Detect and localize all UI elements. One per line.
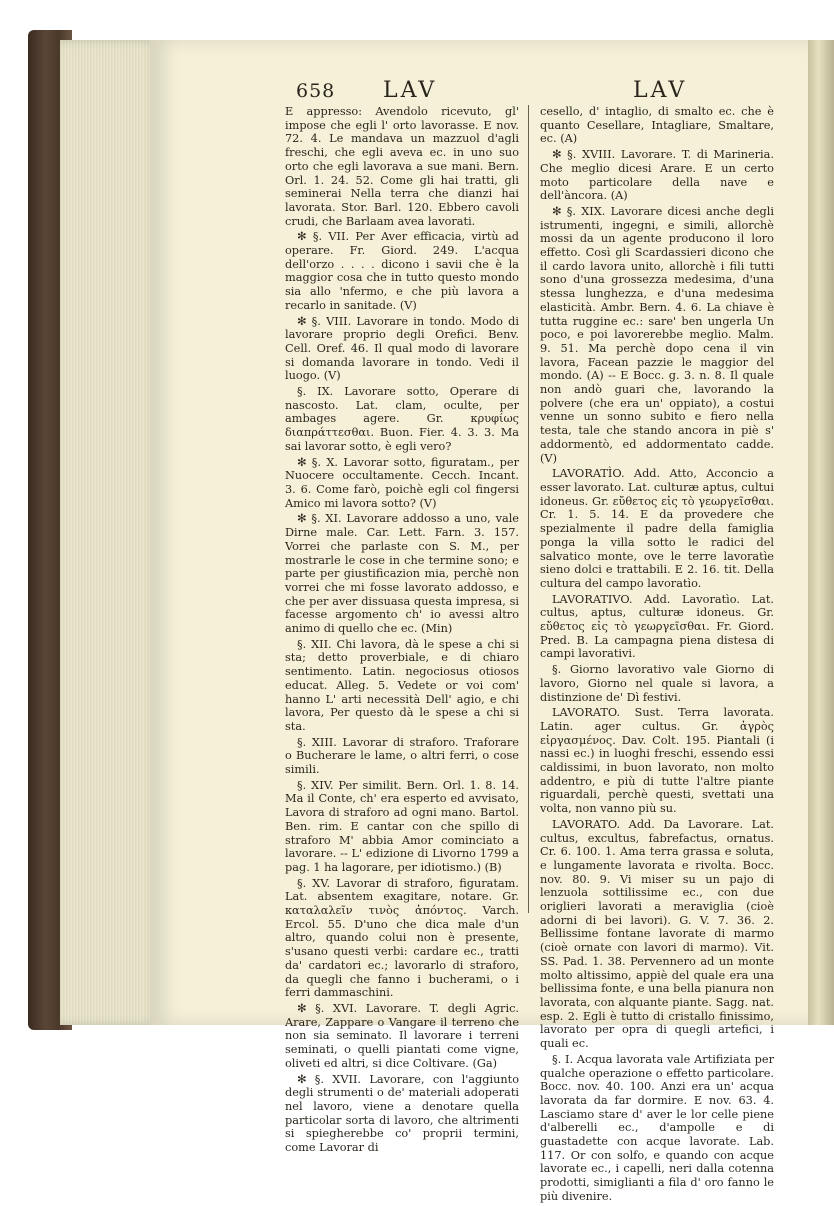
paragraph: §. XV. Lavorar di straforo, figuratam. Lat. absentem exagitare, notare. Gr. καταλαλεῖν τινὸς ἀπόντος. Varch. Ercol. 55. D'uno che dica male d'un altro, quando colui non è presente, s'usano questi verbi: cardare ec., tratti da' cardatori ec.; lavorarlo di straforo, da quegli che fanno i bucherami, o i ferri dammaschini. <box>285 876 519 1000</box>
paragraph: ✻ §. XVII. Lavorare, con l'aggiunto degli strumenti o de' materiali adoperati nel lavoro, viene a denotare quella particolar sorta di lavoro, che altrimenti si spiegherebbe co' proprii termini, come Lavorar di <box>285 1072 519 1155</box>
paragraph: ✻ §. X. Lavorar sotto, figuratam., per Nuocere occultamente. Cecch. Incant. 3. 6. Come farò, poichè egli col fingersi Amico mi lavora sotto? (V) <box>285 455 519 510</box>
paragraph: ✻ §. VIII. Lavorare in tondo. Modo di lavorare proprio degli Orefici. Benv. Cell. Oref. 46. Il qual modo di lavorare si domanda lavorare in tondo. Vedi il luogo. (V) <box>285 314 519 383</box>
paragraph: LAVORATÌO. Add. Atto, Acconcio a esser lavorato. Lat. culturæ aptus, cultui idoneus. Gr. εὔθετος εἰς τὸ γεωργεῖσθαι. Cr. 1. 5. 14. E da provedere che spezialmente il padre della famiglia ponga la villa sotto le radici del salvatico monte, ove le terre lavoratìe sieno dolci e trattabili. E 2. 16. tit. Della cultura del campo lavoratìo. <box>540 467 774 590</box>
paragraph: §. XIV. Per similit. Bern. Orl. 1. 8. 14. Ma il Conte, ch' era esperto ed avvisato, Lavora di straforo ad ogni mano. Bartol. Ben. rim. E cantar con che spillo di straforo M' abbia Amor cominciato a lavorare. -- L' edizione di Livorno 1799 a pag. 1 ha lagorare, per idiotismo.) (B) <box>285 778 519 874</box>
paragraph: §. XIII. Lavorar di straforo. Traforare o Bucherare le lame, o altri ferri, o cose simili. <box>285 735 519 777</box>
header-right: LAV <box>633 78 688 103</box>
paragraph: LAVORATIVO. Add. Lavoratìo. Lat. cultus, aptus, culturæ idoneus. Gr. εὔθετος εἰς τὸ γεωργεῖσθαι. Fr. Giord. Pred. B. La campagna piena distesa di campi lavorativi. <box>540 592 774 661</box>
right-column <box>540 105 774 1206</box>
page-edges <box>60 40 160 1025</box>
paragraph: ✻ §. VII. Per Aver efficacia, virtù ad operare. Fr. Giord. 249. L'acqua dell'orzo . . . . dicono i savii che è la maggior cosa che in tutto questo mondo sia allo 'nfermo, e che più lavora a recarlo in sanitade. (V) <box>285 230 519 312</box>
page-number: 658 <box>296 80 336 102</box>
paragraph: cesello, d' intaglio, di smalto ec. che è quanto Cesellare, Intagliare, Smaltare, ec. (A) <box>540 105 774 146</box>
header-left: LAV <box>383 78 438 103</box>
paragraph: ✻ §. XVIII. Lavorare. T. di Marineria. Che meglio dicesi Arare. E un certo moto particolare della nave e dell'àncora. (A) <box>540 148 774 203</box>
paragraph: §. Giorno lavorativo vale Giorno di lavoro, Giorno nel quale si lavora, a distinzione de' Dì festivi. <box>540 663 774 704</box>
paragraph: LAVORATO. Add. Da Lavorare. Lat. cultus, excultus, fabrefactus, ornatus. Cr. 6. 100. 1. Ama terra grassa e soluta, e lungamente lavorata e rivolta. Bocc. nov. 80. 9. Vi miser su un pajo di lenzuola sottilissime ec., con due origlieri lavorati a meraviglia (cioè adorni di bei lavori). G. V. 7. 36. 2. Bellissime fontane lavorate di marmo (cioè ornate con lavori di marmo). Vit. SS. Pad. 1. 38. Pervennero ad un monte molto altissimo, appiè del quale era una bellissima fonte, e una bella pianura non lavorata, con alquante piante. Sagg. nat. esp. 2. Egli è tutto di cristallo finissimo, lavorato per opra di quegli artefici, i quali ec. <box>540 817 774 1051</box>
paragraph: §. I. Acqua lavorata vale Artifiziata per qualche operazione o effetto particolare. Bocc. nov. 40. 100. Anzi era un' acqua lavorata da far dormire. E nov. 63. 4. Lasciamo stare d' aver le lor celle piene d'alberelli ec., d'ampolle e di guastadette con acque lavorate. Lab. 117. Or con solfo, e quando con acque lavorate ec., i capelli, neri dalla cotenna prodotti, simiglianti a fila d' oro fanno le più divenire. <box>540 1052 774 1203</box>
paragraph: §. IX. Lavorare sotto, Operare di nascosto. Lat. clam, oculte, per ambages agere. Gr. κρυφίως διαπράττεσθαι. Buon. Fier. 4. 3. 3. Ma sai lavorar sotto, è egli vero? <box>285 385 519 453</box>
paragraph: E appresso: Avendolo ricevuto, gl' impose che egli l' orto lavorasse. E nov. 72. 4. Le mandava un mazzuol d'agli freschi, che egli aveva ec. in uno suo orto che egli lavorava a sue mani. Bern. Orl. 1. 24. 52. Come gli hai tratti, gli seminerai Nella terra che dianzi hai lavorata. Stor. Barl. 120. Ebbero cavoli crudi, che Barlaam avea lavorati. <box>285 105 519 228</box>
left-column <box>285 105 519 1157</box>
paragraph: ✻ §. XVI. Lavorare. T. degli Agric. Arare, Zappare o Vangare il terreno che non sia seminato. Il lavorare i terreni seminati, o quelli piantati come vigne, oliveti ed altri, si dice Coltivare. (Ga) <box>285 1002 519 1070</box>
facing-page-edge <box>808 40 834 1025</box>
paragraph: ✻ §. XIX. Lavorare dicesi anche degli istrumenti, ingegni, e simili, allorchè mossi da un agente producono il loro effetto. Così gli Scardassieri dicono che il cardo lavora unito, allorchè i fili tutti sono d'una grossezza medesima, d'una stessa lunghezza, e d'una medesima elasticità. Ambr. Bern. 4. 6. La chiave è tutta ruggine ec.: sare' ben ungerla Un poco, e poi lavorerebbe meglio. Malm. 9. 51. Ma perchè dopo cena il vin lavora, Facean pazzie le maggior del mondo. (A) -- E Bocc. g. 3. n. 8. Il quale non andò guari che, lavorando la polvere (che era un' oppiato), a costui venne un sonno subito e fiero nella testa, tale che stando ancora in piè s' addormentò, ed addormentato cadde. (V) <box>540 204 774 465</box>
paragraph: ✻ §. XI. Lavorare addosso a uno, vale Dirne male. Car. Lett. Farn. 3. 157. Vorrei che parlaste con S. M., per mostrarle le cose in che termine sono; e parte per giustificazion mia, perchè non vorrei che mi fosse lavorato addosso, e che per aver dissuasa questa impresa, si facesse argomento ch' io avessi altro animo di quello che ec. (Min) <box>285 512 519 636</box>
paragraph: §. XII. Chi lavora, dà le spese a chi si sta; detto proverbiale, e di chiaro sentimento. Latin. negociosus otiosos educat. Alleg. 5. Vedete or voi com' hanno L' arti necessità Dell' agio, e chi lavora, Per questo dà le spese a chi si sta. <box>285 637 519 733</box>
paragraph: LAVORATO. Sust. Terra lavorata. Latin. ager cultus. Gr. ἀγρὸς εἰργασμένος. Dav. Colt. 195. Piantali (i nassi ec.) in luoghi freschi, essendo essi caldissimi, in buon lavorato, non molto addentro, e più di tutte l'altre piante riguardali, perchè questi, svettati una volta, non vanno più su. <box>540 706 774 816</box>
column-rule <box>528 105 529 913</box>
